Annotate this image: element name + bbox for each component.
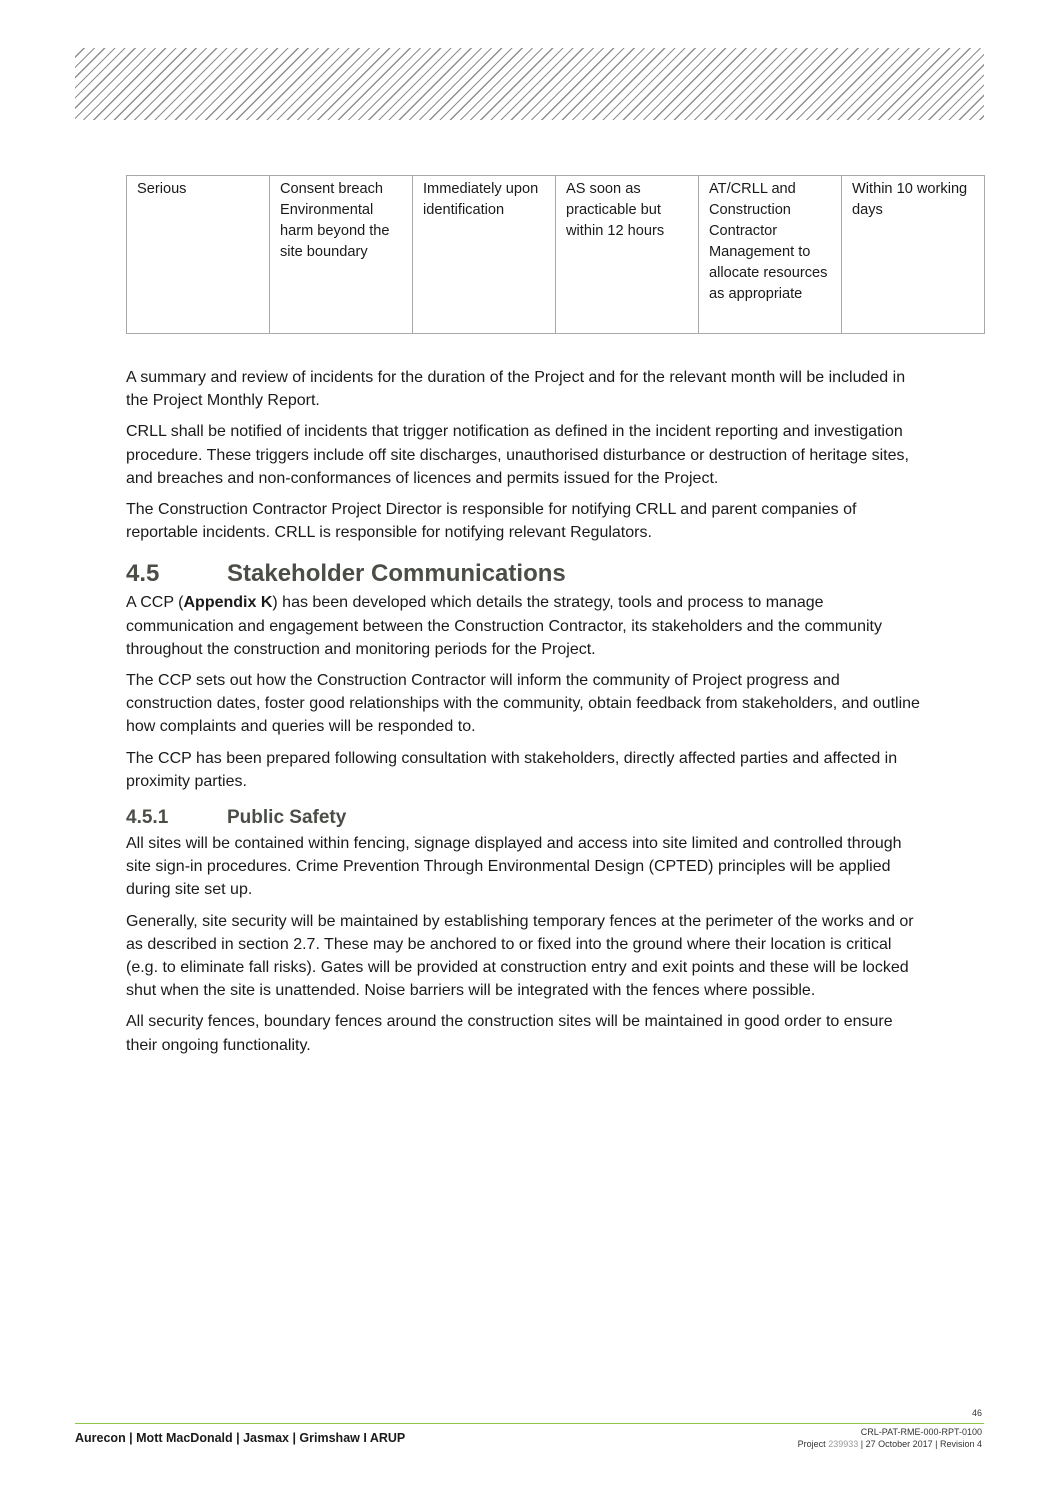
paragraph: The Construction Contractor Project Director is responsible for notifying CRLL and parent companies of reportable incidents. CRLL is responsible for notifying relevant Regulators. <box>126 501 857 542</box>
header-hatch-band <box>75 48 984 120</box>
paragraph-text: A CCP ( <box>126 594 184 612</box>
table-cell-response: AT/CRLL and Construction Contractor Management to allocate resources as appropriate <box>699 176 842 334</box>
paragraph: CRLL shall be notified of incidents that trigger notification as defined in the incident reporting and investigation procedure. These triggers include off site discharges, unauthorised disturbance or destruction of heritage sites, and breaches and non-conformances of licences and permits issued for the Project. <box>126 423 909 487</box>
document-reference: CRL-PAT-RME-000-RPT-0100 <box>860 1427 982 1437</box>
table-row <box>127 176 985 334</box>
paragraph: All sites will be contained within fencing, signage displayed and access into site limited and controlled through site sign-in procedures. Crime Prevention Through Environmental Design (CPTED) principles will be applied during site set up. <box>126 835 902 899</box>
paragraph: The CCP has been prepared following consultation with stakeholders, directly affected parties and affected in proximity parties. <box>126 749 898 790</box>
section-heading-4-5 <box>126 558 926 590</box>
incident-table <box>126 175 985 334</box>
project-label: Project <box>797 1439 826 1449</box>
paragraph <box>126 591 926 661</box>
table-cell-report-timeframe: Within 10 working days <box>842 176 985 334</box>
section-heading-4-5-1 <box>126 805 926 831</box>
paragraph: The CCP sets out how the Construction Contractor will inform the community of Project progress and construction dates, foster good relationships with the community, obtain feedback from stakeholders, and outline how complaints and queries will be responded to. <box>126 672 920 736</box>
consortium-companies: Aurecon | Mott MacDonald | Jasmax | Grimshaw I ARUP <box>75 1431 406 1445</box>
section-title: Public Safety <box>227 807 347 829</box>
table-cell-formal-notification: AS soon as practicable but within 12 hours <box>556 176 699 334</box>
table-cell-initial-notification: Immediately upon identification <box>413 176 556 334</box>
project-number: 239933 <box>828 1439 859 1449</box>
section-number: 4.5 <box>126 560 160 588</box>
paragraph: A summary and review of incidents for the duration of the Project and for the relevant month will be included in the Project Monthly Report. <box>126 369 906 410</box>
page-number: 46 <box>971 1408 982 1418</box>
section-number: 4.5.1 <box>126 807 169 829</box>
paragraph: Generally, site security will be maintained by establishing temporary fences at the perimeter of the works and or as described in section 2.7. These may be anchored to or fixed into the ground where their location is critical (e.g. to eliminate fall risks). Gates will be provided at construction entry and exit points and these will be locked shut when the site is unattended. Noise barriers will be integrated with the fences where possible. <box>126 912 914 1000</box>
appendix-reference: Appendix K <box>183 594 273 612</box>
footer-divider <box>75 1423 984 1424</box>
project-line <box>798 1439 982 1449</box>
paragraph: All security fences, boundary fences around the construction sites will be maintained in good order to ensure their ongoing functionality. <box>126 1013 893 1054</box>
project-date-revision: | 27 October 2017 | Revision 4 <box>860 1439 982 1449</box>
body-text <box>126 366 926 1065</box>
table-cell-description: Consent breach Environmental harm beyond the site boundary <box>270 176 413 334</box>
section-title: Stakeholder Communications <box>227 560 566 588</box>
page-footer <box>75 1407 984 1457</box>
table-cell-severity: Serious <box>127 176 270 334</box>
paragraph-text: ) has been developed which details the strategy, tools and process to manage communication and engagement between the Construction Contractor, its stakeholders and the community throughout the construction and monitoring periods for the Project. <box>126 594 882 658</box>
